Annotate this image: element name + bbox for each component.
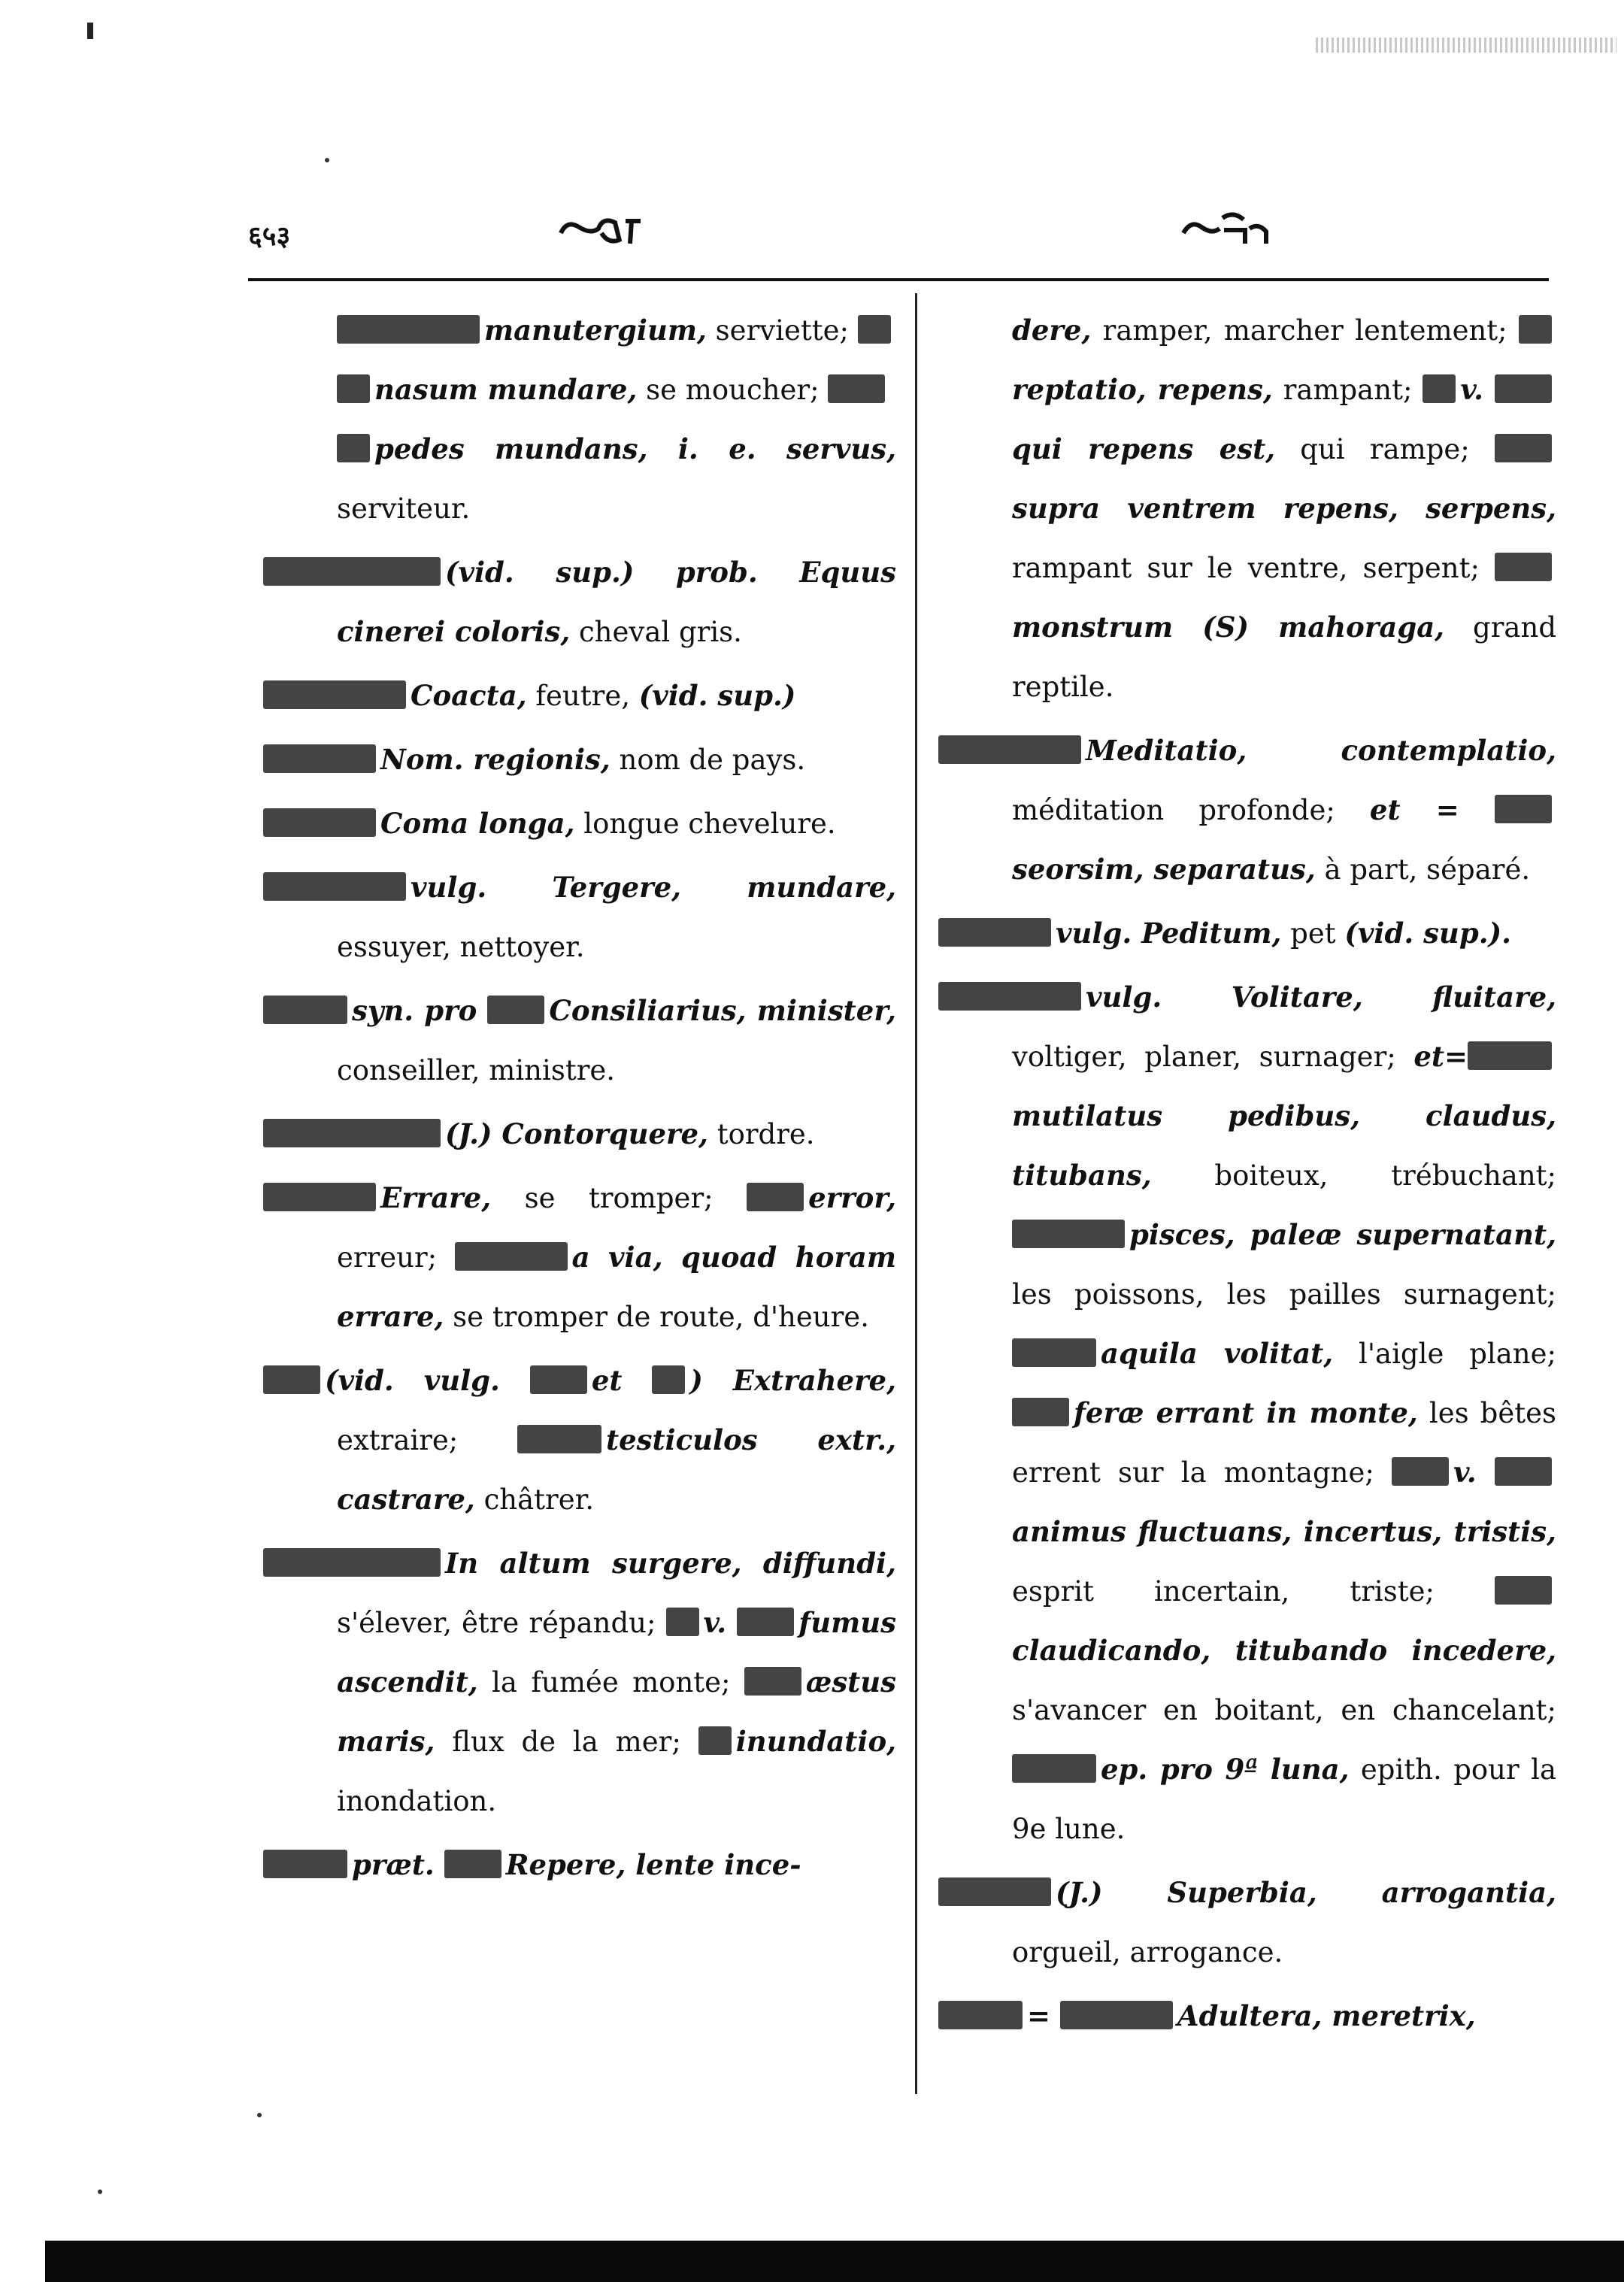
french-gloss: extraire; bbox=[337, 1424, 517, 1456]
latin-gloss: Repere, lente ince- bbox=[505, 1848, 801, 1881]
dictionary-entry bbox=[263, 1351, 896, 1529]
latin-gloss: fumus ascendit, bbox=[337, 1606, 896, 1699]
scan-speck bbox=[325, 158, 329, 162]
latin-gloss: aquila volitat, bbox=[1101, 1337, 1334, 1370]
french-gloss: esprit incertain, triste; bbox=[1012, 1575, 1495, 1608]
latin-gloss: seorsim, separatus, bbox=[1012, 853, 1316, 886]
tibetan-script-placeholder bbox=[263, 872, 406, 901]
tibetan-script-placeholder bbox=[1495, 553, 1552, 581]
latin-gloss: In altum surgere, diffundi, bbox=[445, 1547, 896, 1580]
latin-gloss: v. bbox=[703, 1606, 738, 1639]
latin-gloss: v. bbox=[1460, 373, 1495, 406]
tibetan-script-placeholder bbox=[1495, 374, 1552, 403]
latin-gloss: præt. bbox=[352, 1848, 444, 1881]
french-gloss: la fumée monte; bbox=[477, 1666, 744, 1699]
dictionary-entry bbox=[263, 1105, 896, 1164]
scan-corner-mark bbox=[87, 23, 93, 39]
french-gloss: longue chevelure. bbox=[574, 808, 836, 840]
tibetan-script-placeholder bbox=[263, 557, 441, 586]
latin-gloss: pedes mundans, i. e. servus, bbox=[374, 432, 896, 465]
dictionary-entry bbox=[263, 666, 896, 726]
latin-gloss: ) Extrahere, bbox=[689, 1364, 896, 1397]
scan-noise-strip bbox=[1316, 38, 1616, 53]
tibetan-script-placeholder bbox=[530, 1365, 587, 1394]
french-gloss: se tromper de route, d'heure. bbox=[444, 1301, 869, 1333]
tibetan-script-placeholder bbox=[938, 1877, 1051, 1906]
french-gloss: inondation. bbox=[337, 1785, 497, 1817]
french-gloss: rampant sur le ventre, serpent; bbox=[1012, 552, 1495, 584]
latin-gloss: supra ventrem repens, serpens, bbox=[1012, 492, 1556, 525]
dictionary-entry bbox=[263, 794, 896, 853]
dictionary-entry bbox=[938, 1863, 1556, 1982]
french-gloss: nom de pays. bbox=[610, 744, 806, 776]
french-gloss: tordre. bbox=[707, 1118, 815, 1150]
tibetan-script-placeholder bbox=[1012, 1220, 1125, 1248]
latin-gloss: nasum mundare, bbox=[374, 373, 638, 406]
tibetan-script-placeholder bbox=[1060, 2001, 1173, 2029]
latin-gloss: inundatio, bbox=[735, 1725, 896, 1758]
tibetan-script-placeholder bbox=[858, 315, 891, 344]
latin-gloss: ep. pro 9ª luna, bbox=[1101, 1753, 1350, 1786]
column-divider bbox=[915, 293, 917, 2094]
tibetan-script-placeholder bbox=[337, 374, 370, 403]
french-gloss: orgueil, arrogance. bbox=[1012, 1936, 1283, 1968]
dictionary-entry bbox=[938, 721, 1556, 899]
tibetan-script-placeholder bbox=[444, 1850, 501, 1878]
latin-gloss: syn. pro bbox=[352, 994, 488, 1027]
latin-gloss: testiculos extr., castrare, bbox=[337, 1423, 896, 1516]
latin-gloss: Errare, bbox=[380, 1181, 492, 1214]
dictionary-entry-continuation bbox=[263, 360, 896, 420]
tibetan-script-placeholder bbox=[1495, 1576, 1552, 1605]
tibetan-running-head-left-glyph bbox=[556, 211, 647, 251]
latin-gloss: æstus maris, bbox=[337, 1665, 896, 1758]
tibetan-script-placeholder bbox=[263, 996, 347, 1024]
latin-gloss: qui repens est, bbox=[1012, 432, 1276, 465]
latin-gloss: mutilatus pedibus, claudus, titubans, bbox=[1012, 1099, 1556, 1192]
dictionary-entry bbox=[938, 904, 1556, 963]
french-gloss: cheval gris. bbox=[570, 616, 742, 648]
latin-gloss: pisces, paleæ supernatant, bbox=[1129, 1218, 1556, 1251]
dictionary-entry-continuation bbox=[263, 420, 896, 538]
french-gloss: voltiger, planer, surnager; bbox=[1012, 1041, 1414, 1073]
french-gloss: rampant; bbox=[1272, 374, 1423, 406]
tibetan-script-placeholder bbox=[263, 1183, 376, 1211]
tibetan-script-placeholder bbox=[1012, 1398, 1069, 1426]
french-gloss: erreur; bbox=[337, 1241, 455, 1274]
scan-bottom-border bbox=[45, 2241, 1624, 2282]
french-gloss: se tromper; bbox=[491, 1182, 747, 1214]
french-gloss: boiteux, trébuchant; bbox=[1151, 1159, 1556, 1192]
french-gloss: s'élever, être répandu; bbox=[337, 1607, 666, 1639]
latin-gloss: (J.) Superbia, arrogantia, bbox=[1056, 1876, 1556, 1909]
dictionary-entry bbox=[263, 1168, 896, 1347]
tibetan-script-placeholder bbox=[263, 808, 376, 837]
tibetan-script-placeholder bbox=[517, 1425, 601, 1453]
latin-gloss: (vid. sup.) prob. Equus cinerei coloris, bbox=[337, 556, 896, 648]
latin-gloss: vulg. Tergere, mundare, bbox=[411, 871, 896, 904]
dictionary-entry bbox=[263, 981, 896, 1100]
dictionary-entry bbox=[938, 1987, 1556, 2046]
french-gloss: serviteur. bbox=[337, 492, 471, 525]
french-gloss: les bêtes errent sur la montagne; bbox=[1012, 1397, 1557, 1489]
left-column bbox=[263, 301, 896, 1895]
latin-gloss: reptatio, repens, bbox=[1012, 373, 1273, 406]
french-gloss: feutre, bbox=[526, 680, 639, 712]
tibetan-script-placeholder bbox=[698, 1726, 732, 1755]
french-gloss: pet bbox=[1281, 917, 1345, 950]
tibetan-script-placeholder bbox=[938, 918, 1051, 947]
latin-gloss: dere, bbox=[1012, 314, 1092, 347]
running-head-right bbox=[1180, 211, 1271, 251]
french-gloss: grand reptile. bbox=[1012, 611, 1556, 703]
latin-gloss: Coacta, bbox=[411, 679, 527, 712]
latin-gloss: Adultera, meretrix, bbox=[1177, 1999, 1476, 2032]
header-rule bbox=[248, 278, 1549, 281]
latin-gloss: = bbox=[1027, 1999, 1060, 2032]
dictionary-entry bbox=[263, 543, 896, 662]
latin-gloss: vulg. Volitare, fluitare, bbox=[1086, 980, 1556, 1014]
latin-gloss: feræ errant in monte, bbox=[1074, 1396, 1418, 1429]
french-gloss: châtrer. bbox=[474, 1483, 595, 1516]
latin-gloss: Coma longa, bbox=[380, 807, 575, 840]
tibetan-script-placeholder bbox=[337, 434, 370, 462]
scan-speck bbox=[98, 2190, 102, 2194]
latin-gloss: vulg. Peditum, bbox=[1056, 917, 1282, 950]
latin-gloss: et= bbox=[1413, 1040, 1468, 1073]
french-gloss: ramper, marcher lentement; bbox=[1091, 314, 1519, 347]
latin-gloss: animus fluctuans, incertus, tristis, bbox=[1012, 1515, 1556, 1548]
latin-gloss: manutergium, bbox=[484, 314, 707, 347]
tibetan-running-head-right-glyph bbox=[1180, 211, 1271, 251]
tibetan-script-placeholder bbox=[666, 1608, 699, 1636]
page-header bbox=[248, 203, 1549, 271]
dictionary-entry bbox=[938, 968, 1556, 1859]
tibetan-script-placeholder bbox=[938, 982, 1081, 1011]
french-gloss: les poissons, les pailles surnagent; bbox=[1012, 1278, 1556, 1311]
running-head-left bbox=[556, 211, 647, 251]
tibetan-script-placeholder bbox=[737, 1608, 794, 1636]
latin-gloss: (J.) Contorquere, bbox=[445, 1117, 708, 1150]
dictionary-entry bbox=[263, 1835, 896, 1895]
page-number: ६५३ bbox=[248, 220, 291, 252]
tibetan-script-placeholder bbox=[337, 315, 480, 344]
tibetan-script-placeholder bbox=[1495, 1457, 1552, 1486]
tibetan-script-placeholder bbox=[263, 744, 376, 773]
latin-gloss: error, bbox=[808, 1181, 896, 1214]
tibetan-script-placeholder bbox=[263, 1850, 347, 1878]
latin-gloss: (vid. sup.) bbox=[638, 679, 796, 712]
tibetan-script-placeholder bbox=[1012, 1338, 1096, 1367]
latin-gloss: claudicando, titubando incedere, bbox=[1012, 1634, 1556, 1667]
tibetan-script-placeholder bbox=[938, 735, 1081, 764]
tibetan-script-placeholder bbox=[652, 1365, 685, 1394]
tibetan-script-placeholder bbox=[744, 1667, 801, 1696]
french-gloss: l'aigle plane; bbox=[1333, 1338, 1556, 1370]
tibetan-script-placeholder bbox=[938, 2001, 1023, 2029]
french-gloss: qui rampe; bbox=[1275, 433, 1495, 465]
french-gloss: s'avancer en boitant, en chancelant; bbox=[1012, 1694, 1556, 1726]
tibetan-script-placeholder bbox=[1519, 315, 1552, 344]
tibetan-script-placeholder bbox=[263, 1548, 441, 1577]
tibetan-script-placeholder bbox=[263, 1119, 441, 1147]
french-gloss: serviette; bbox=[706, 314, 858, 347]
right-column bbox=[938, 301, 1556, 2046]
french-gloss: flux de la mer; bbox=[435, 1726, 698, 1758]
latin-gloss: Nom. regionis, bbox=[380, 743, 611, 776]
latin-gloss: a via, quoad horam errare, bbox=[337, 1241, 896, 1333]
tibetan-script-placeholder bbox=[487, 996, 544, 1024]
latin-gloss: (vid. sup.). bbox=[1344, 917, 1511, 950]
french-gloss: se moucher; bbox=[637, 374, 829, 406]
dictionary-entry-continuation bbox=[263, 301, 896, 360]
french-gloss: méditation profonde; bbox=[1012, 794, 1370, 826]
tibetan-script-placeholder bbox=[1392, 1457, 1449, 1486]
dictionary-entry bbox=[263, 730, 896, 789]
tibetan-script-placeholder bbox=[1495, 795, 1552, 823]
tibetan-script-placeholder bbox=[455, 1242, 568, 1271]
tibetan-script-placeholder bbox=[1495, 434, 1552, 462]
tibetan-script-placeholder bbox=[1468, 1041, 1552, 1070]
dictionary-entry bbox=[263, 1534, 896, 1831]
tibetan-script-placeholder bbox=[828, 374, 885, 403]
latin-gloss: Meditatio, contemplatio, bbox=[1086, 734, 1556, 767]
tibetan-script-placeholder bbox=[1012, 1754, 1096, 1783]
latin-gloss: et bbox=[591, 1364, 653, 1397]
french-gloss: epith. pour la 9e lune. bbox=[1012, 1753, 1557, 1845]
latin-gloss: (vid. vulg. bbox=[325, 1364, 530, 1397]
french-gloss: conseiller, ministre. bbox=[337, 1054, 616, 1086]
tibetan-script-placeholder bbox=[263, 680, 406, 709]
latin-gloss: et = bbox=[1369, 793, 1495, 826]
tibetan-script-placeholder bbox=[1423, 374, 1456, 403]
latin-gloss: Consiliarius, minister, bbox=[549, 994, 896, 1027]
scan-speck bbox=[257, 2113, 262, 2117]
dictionary-entry bbox=[263, 858, 896, 977]
latin-gloss: v. bbox=[1453, 1456, 1495, 1489]
tibetan-script-placeholder bbox=[263, 1365, 320, 1394]
french-gloss: à part, séparé. bbox=[1315, 853, 1531, 886]
dictionary-entry-continuation bbox=[938, 301, 1556, 717]
latin-gloss: monstrum (S) mahoraga, bbox=[1012, 611, 1445, 644]
tibetan-script-placeholder bbox=[747, 1183, 804, 1211]
french-gloss: essuyer, nettoyer. bbox=[337, 931, 585, 963]
